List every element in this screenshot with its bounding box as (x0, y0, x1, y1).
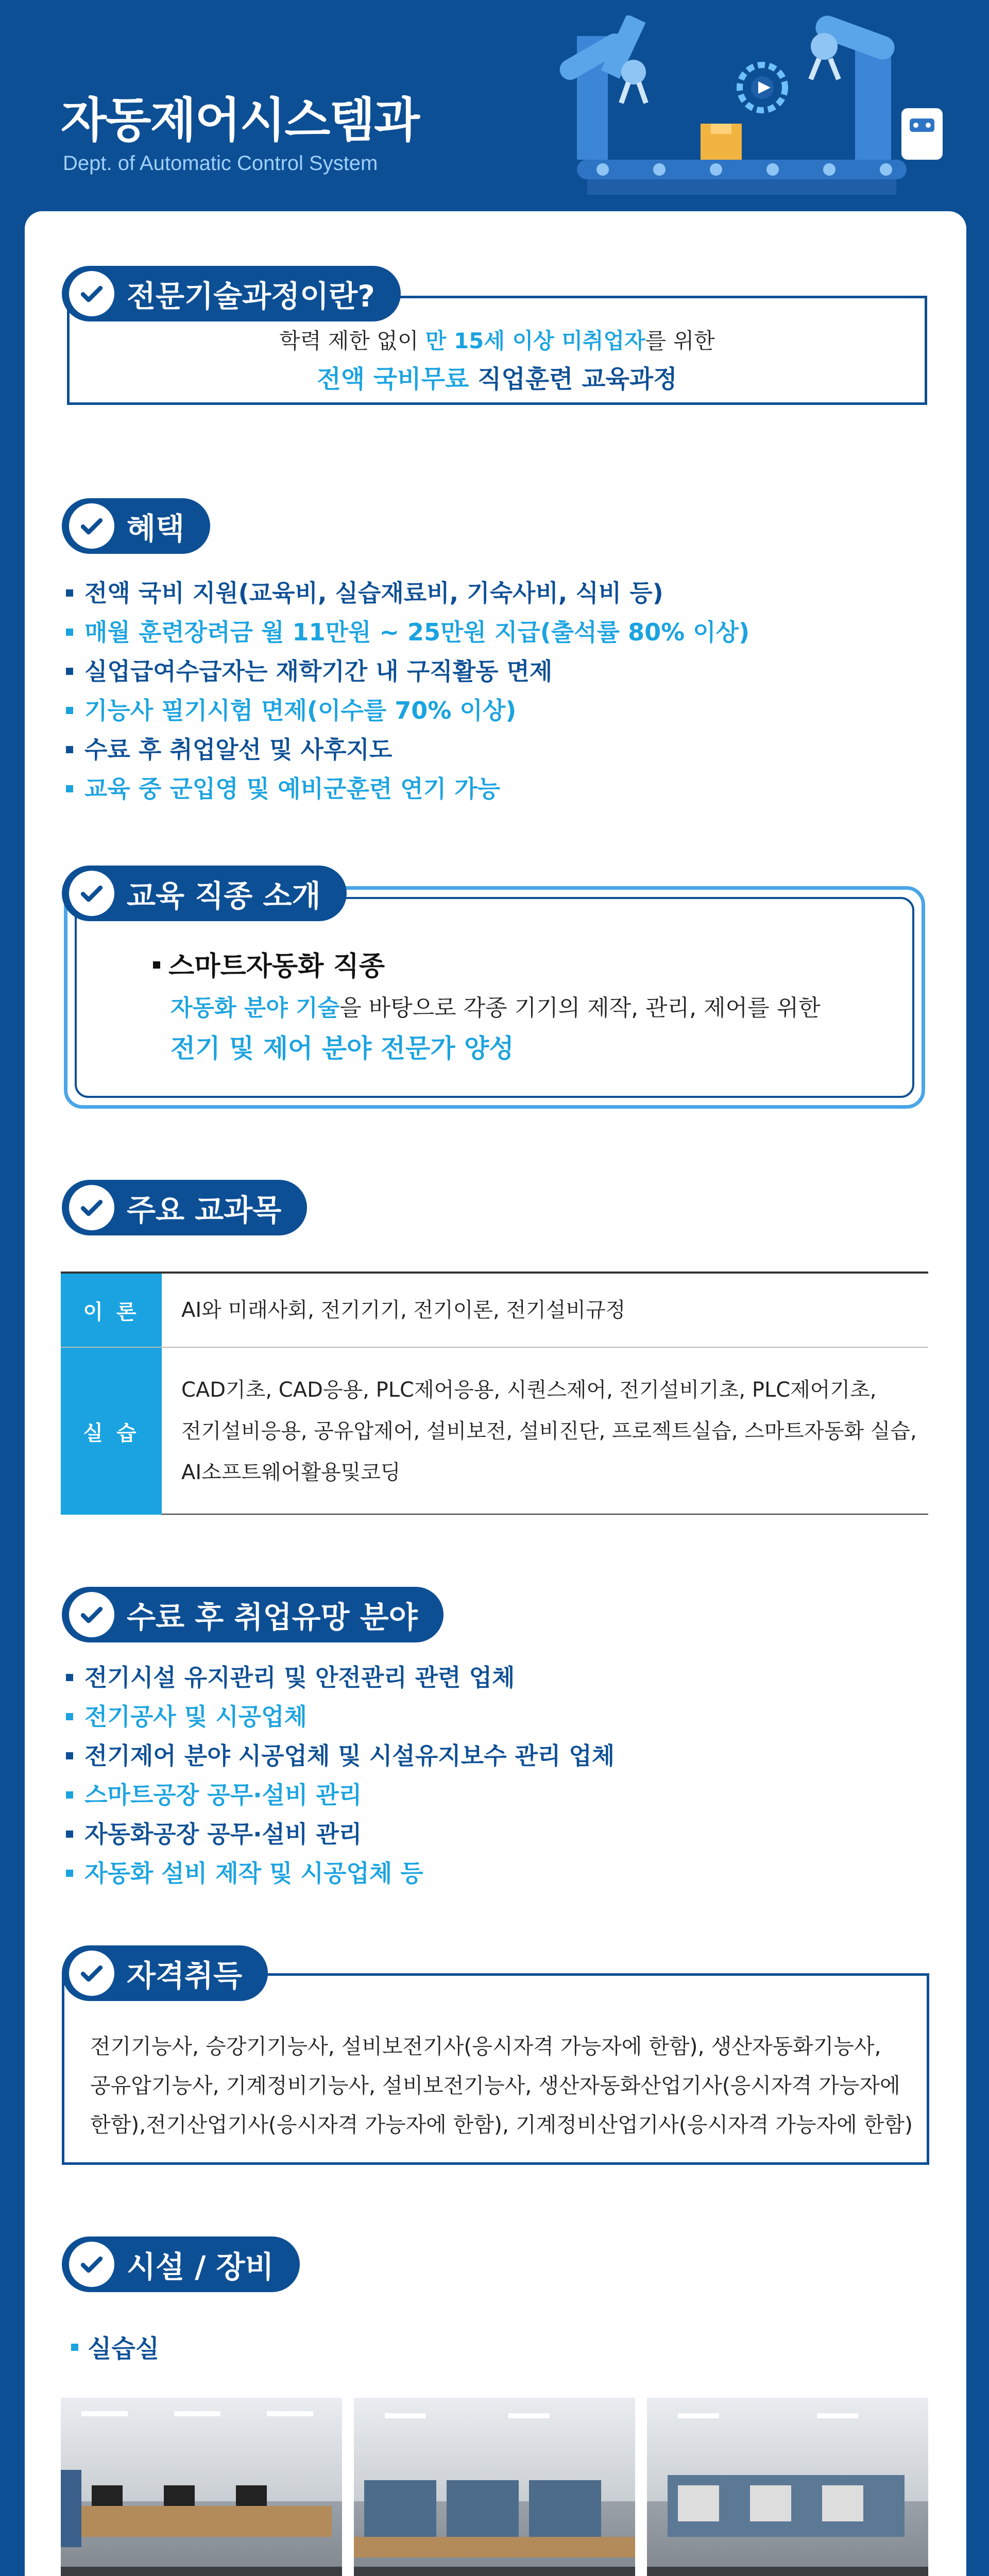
labs-subheading: 실습실 (71, 2329, 159, 2364)
lab-photo (61, 2398, 342, 2576)
row-value (162, 1274, 928, 1347)
page-header (0, 0, 989, 211)
certifications-line: 전기기능사, 승강기기능사, 설비보전기사(응시자격 가능자에 한함), 생산자동화기능사, (90, 2034, 881, 2059)
section-heading-text: 시설 / 장비 (127, 2249, 274, 2284)
list-item: 실업급여수급자는 재학기간 내 구직활동 면제 (66, 652, 749, 691)
list-item: 교육 중 군입영 및 예비군훈련 연기 가능 (66, 769, 749, 808)
intro-text: 학력 제한 없이 (279, 328, 425, 353)
list-item: 자동화 설비 제작 및 시공업체 등 (66, 1854, 615, 1893)
list-item: 전액 국비 지원(교육비, 실습재료비, 기숙사비, 식비 등) (66, 573, 749, 613)
check-icon (69, 1185, 114, 1230)
certifications-line: 한함),전기산업기사(응시자격 가능자에 한함), 기계정비산업기사(응시자격 가능자에 한함) (90, 2112, 913, 2137)
list-item: 기능사 필기시험 면제(이수를 70% 이상) (66, 691, 749, 730)
row-value (162, 1348, 928, 1515)
intro-text: 를 위한 (645, 328, 715, 353)
practice-subjects-line: 전기설비응용, 공유압제어, 설비보전, 설비진단, 프로젝트실습, 스마트자동화 실습, (181, 1419, 917, 1443)
row-label: 이 론 (61, 1274, 162, 1347)
section-heading-text: 자격취득 (127, 1958, 243, 1993)
lab-scene-image (354, 2398, 635, 2576)
careers-list (66, 1658, 615, 1893)
section-heading-careers (62, 1587, 444, 1642)
section-heading-text: 주요 교과목 (127, 1193, 282, 1228)
intro-line-1 (70, 324, 925, 355)
intro-highlight: 만 15세 이상 미취업자 (425, 328, 645, 353)
department-subtitle: Dept. of Automatic Control System (63, 152, 378, 175)
section-heading-facilities (62, 2236, 300, 2292)
robot-arm-illustration (546, 15, 958, 211)
lab-scene-image (61, 2398, 342, 2576)
lab-scene-image (647, 2398, 928, 2576)
curriculum-table (61, 1272, 928, 1515)
list-item: 전기공사 및 시공업체 (66, 1697, 615, 1736)
list-item: 수료 후 취업알선 및 사후지도 (66, 730, 749, 769)
job-description-text: 을 바탕으로 각종 기기의 제작, 관리, 제어를 위한 (339, 995, 821, 1021)
table-row-practice (61, 1348, 928, 1515)
list-item: 스마트공장 공무·설비 관리 (66, 1775, 615, 1815)
benefits-list (66, 573, 749, 808)
section-heading-benefits (62, 498, 210, 554)
row-label: 실 습 (61, 1348, 162, 1515)
job-description-highlight: 자동화 분야 기술 (170, 995, 340, 1021)
certifications-line: 공유압기능사, 기계정비기능사, 설비보전기능사, 생산자동화산업기사(응시자격 가능자에 (90, 2073, 900, 2098)
intro-text: 직업훈련 교육과정 (469, 365, 677, 394)
section-heading-text: 전문기술과정이란? (127, 279, 375, 314)
certifications-box (62, 1973, 929, 2165)
job-description-goal: 전기 및 제어 분야 전문가 양성 (170, 1033, 514, 1063)
theory-subjects: AI와 미래사회, 전기기기, 전기이론, 전기설비규정 (181, 1298, 626, 1322)
section-heading-text: 혜택 (127, 511, 185, 546)
job-description (170, 989, 821, 1022)
check-icon (69, 2242, 114, 2287)
list-item: 전기시설 유지관리 및 안전관리 관련 업체 (66, 1658, 615, 1697)
section-heading-text: 수료 후 취업유망 분야 (127, 1600, 418, 1635)
section-heading-intro (62, 266, 401, 321)
intro-line-2 (70, 359, 925, 395)
check-icon (69, 503, 114, 549)
table-row-theory (61, 1274, 928, 1347)
list-item: 자동화공장 공무·설비 관리 (66, 1815, 615, 1854)
section-heading-job (62, 866, 347, 921)
job-title: 스마트자동화 직종 (153, 944, 385, 983)
department-title: 자동제어시스템과 (61, 93, 419, 148)
check-icon (69, 871, 114, 916)
list-item: 매월 훈련장려금 월 11만원 ~ 25만원 지급(출석률 80% 이상) (66, 613, 749, 652)
section-heading-text: 교육 직종 소개 (127, 878, 321, 913)
intro-highlight: 전액 국비무료 (317, 365, 469, 394)
section-heading-curriculum (62, 1180, 307, 1235)
check-icon (69, 1592, 114, 1637)
list-item: 전기제어 분야 시공업체 및 시설유지보수 관리 업체 (66, 1736, 615, 1775)
check-icon (69, 1951, 114, 1996)
section-heading-certs (62, 1945, 268, 2001)
practice-subjects-line: CAD기초, CAD응용, PLC제어응용, 시퀀스제어, 전기설비기초, PLC제어기초, (181, 1378, 877, 1402)
lab-photo (647, 2398, 928, 2576)
check-icon (69, 271, 114, 316)
practice-subjects-line: AI소프트웨어활용및코딩 (181, 1461, 401, 1484)
lab-photo (354, 2398, 635, 2576)
